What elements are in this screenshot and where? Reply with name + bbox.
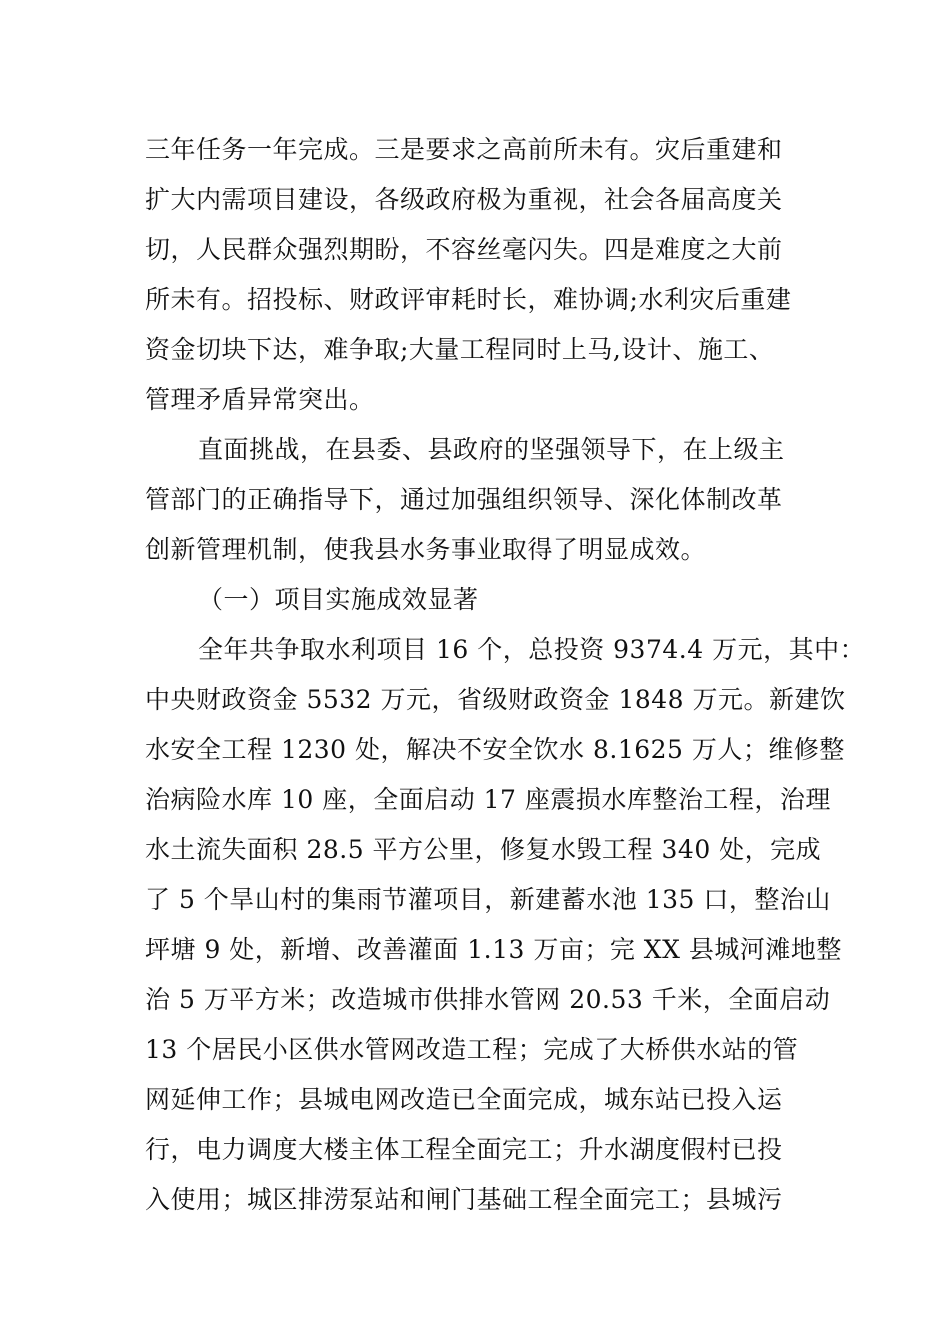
text-line: 切，人民群众强烈期盼，不容丝毫闪失。四是难度之大前 xyxy=(145,235,783,264)
text-line: 网延伸工作；县城电网改造已全面完成，城东站已投入运 xyxy=(145,1085,783,1114)
text-line: 管部门的正确指导下，通过加强组织领导、深化体制改革 xyxy=(145,485,783,514)
text-line: 资金切块下达，难争取;大量工程同时上马,设计、施工、 xyxy=(145,335,775,364)
text-line: 行，电力调度大楼主体工程全面完工；升水湖度假村已投 xyxy=(145,1135,783,1164)
text-line: 入使用；城区排涝泵站和闸门基础工程全面完工；县城污 xyxy=(145,1185,783,1214)
text-line: 坪塘 9 处，新增、改善灌面 1.13 万亩；完 XX 县城河滩地整 xyxy=(145,935,842,964)
text-line: 创新管理机制，使我县水务事业取得了明显成效。 xyxy=(145,535,707,564)
text-line: 管理矛盾异常突出。 xyxy=(145,385,375,414)
section-heading: （一）项目实施成效显著 xyxy=(198,585,479,614)
paragraph-first-line: 直面挑战，在县委、县政府的坚强领导下，在上级主 xyxy=(198,435,785,464)
text-line: 中央财政资金 5532 万元，省级财政资金 1848 万元。新建饮 xyxy=(145,685,846,714)
text-line: 三年任务一年完成。三是要求之高前所未有。灾后重建和 xyxy=(145,135,783,164)
text-line: 水安全工程 1230 处，解决不安全饮水 8.1625 万人；维修整 xyxy=(145,735,845,764)
text-line: 治 5 万平方米；改造城市供排水管网 20.53 千米，全面启动 xyxy=(145,985,831,1014)
text-line: 所未有。招投标、财政评审耗时长，难协调;水利灾后重建 xyxy=(145,285,792,314)
text-line: 扩大内需项目建设，各级政府极为重视，社会各届高度关 xyxy=(145,185,783,214)
text-line: 了 5 个旱山村的集雨节灌项目，新建蓄水池 135 口，整治山 xyxy=(145,885,831,914)
text-line: 水土流失面积 28.5 平方公里，修复水毁工程 340 处，完成 xyxy=(145,835,822,864)
text-line: 治病险水库 10 座，全面启动 17 座震损水库整治工程，治理 xyxy=(145,785,831,814)
text-line: 13 个居民小区供水管网改造工程；完成了大桥供水站的管 xyxy=(145,1035,799,1064)
paragraph-first-line: 全年共争取水利项目 16 个，总投资 9374.4 万元，其中： xyxy=(198,635,866,664)
